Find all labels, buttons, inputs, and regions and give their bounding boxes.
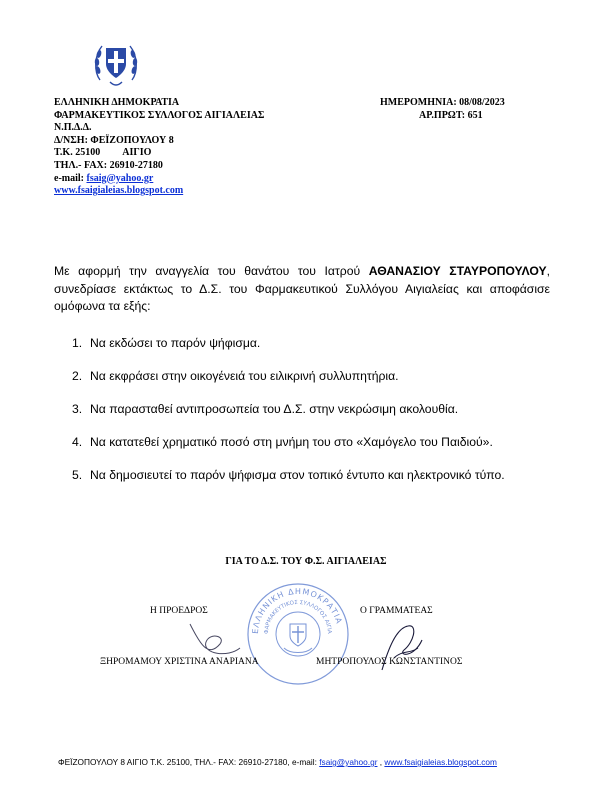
association-name: ΦΑΡΜΑΚΕΥΤΙΚΟΣ ΣΥΛΛΟΓΟΣ ΑΙΓΙΑΛΕΙΑΣ: [54, 109, 265, 121]
president-role: Η ΠΡΟΕΔΡΟΣ: [150, 606, 208, 616]
signature-block-title: ΓΙΑ ΤΟ Δ.Σ. ΤΟΥ Φ.Σ. ΑΙΓΙΑΛΕΙΑΣ: [225, 556, 387, 567]
website-link[interactable]: www.fsaigialeias.blogspot.com: [54, 185, 184, 197]
footer-address: ΦΕΪΖΟΠΟΥΛΟΥ 8 ΑΙΓΙΟ Τ.Κ. 25100, ΤΗΛ.- FAX: 26910-27180, e-mail:: [58, 757, 320, 767]
svg-text:ΦΑΡΜΑΚΕΥΤΙΚΟΣ ΣΥΛΛΟΓΟΣ ΑΙΓΙΑΛΕ: ΦΑΡΜΑΚΕΥΤΙΚΟΣ ΣΥΛΛΟΓΟΣ ΑΙΓΙΑ: [263, 599, 333, 635]
list-item: [72, 435, 562, 468]
list-item: [72, 369, 562, 402]
page-footer: [58, 757, 598, 767]
item-number: 3.: [72, 402, 83, 416]
item-text: Να κατατεθεί χρηματικό ποσό στη μνήμη του στο «Χαμόγελο του Παιδιού».: [90, 435, 493, 449]
president-name: ΞΗΡΟΜΑΜΟΥ ΧΡΙΣΤΙΝΑ ΑΝΑΡΙΑΝΑ: [100, 657, 259, 667]
item-number: 4.: [72, 435, 83, 449]
item-number: 1.: [72, 336, 83, 350]
secretary-name: ΜΗΤΡΟΠΟΥΛΟΣ ΚΩΝΣΤΑΝΤΙΝΟΣ: [316, 657, 463, 667]
document-date: ΗΜΕΡΟΜΗΝΙΑ: 08/08/2023: [380, 97, 505, 108]
deceased-name: ΑΘΑΝΑΣΙΟΥ ΣΤΑΥΡΟΠΟΥΛΟΥ: [368, 264, 547, 278]
intro-text: Με αφορμή την αναγγελία του θανάτου του Ιατρού: [54, 264, 369, 278]
document-meta: [380, 97, 550, 122]
item-text: Να εκφράσει στην οικογένειά του ειλικρινή συλλυπητήρια.: [90, 369, 399, 383]
secretary-role: Ο ΓΡΑΜΜΑΤΕΑΣ: [360, 606, 433, 616]
item-number: 2.: [72, 369, 83, 383]
address-line: Δ/ΝΣΗ: ΦΕΪΖΟΠΟΥΛΟΥ 8: [54, 134, 174, 146]
item-text: Να δημοσιευτεί το παρόν ψήφισμα στον τοπικό έντυπο και ηλεκτρονικό τύπο.: [90, 468, 505, 482]
email-link[interactable]: fsaig@yahoo.gr: [86, 172, 154, 184]
footer-separator: ,: [377, 757, 385, 767]
list-item: [72, 468, 562, 501]
resolution-intro: [54, 263, 550, 316]
phone-fax-line: ΤΗΛ.- FAX: 26910-27180: [54, 159, 163, 171]
protocol-number: ΑΡ.ΠΡΩΤ: 651: [419, 109, 483, 121]
legal-entity-type: Ν.Π.Δ.Δ.: [54, 122, 92, 134]
postal-line: [54, 147, 264, 160]
email-label: e-mail:: [54, 172, 87, 184]
list-item: [72, 336, 562, 369]
country-line: ΕΛΛΗΝΙΚΗ ΔΗΜΟΚΡΑΤΙΑ: [54, 97, 180, 108]
resolution-list: [72, 336, 562, 501]
item-text: Να παρασταθεί αντιπροσωπεία του Δ.Σ. στην νεκρώσιμη ακολουθία.: [90, 402, 459, 416]
intro-text-continued: , συνεδρίασε εκτάκτως το Δ.Σ. του Φαρμακευτικού Συλλόγου Αιγιαλείας και αποφάσισε ομόφωνα τα εξής:: [54, 264, 550, 313]
official-stamp-icon: [244, 580, 352, 688]
item-number: 5.: [72, 468, 83, 482]
footer-website-link[interactable]: www.fsaigialeias.blogspot.com: [384, 757, 497, 767]
footer-email-link[interactable]: fsaig@yahoo.gr: [319, 757, 378, 767]
item-text: Να εκδώσει το παρόν ψήφισμα.: [90, 336, 261, 350]
list-item: [72, 402, 562, 435]
svg-text:ΕΛΛΗΝΙΚΗ ΔΗΜΟΚΡΑΤΙΑ: ΕΛΛΗΝΙΚΗ ΔΗΜΟΚΡΑΤΙΑ: [250, 586, 344, 635]
sender-header: [54, 97, 264, 198]
greek-emblem-icon: [92, 34, 140, 90]
city: ΑΙΓΙΟ: [122, 147, 152, 159]
email-line: [54, 173, 264, 186]
postal-code: Τ.Κ. 25100: [54, 147, 101, 159]
